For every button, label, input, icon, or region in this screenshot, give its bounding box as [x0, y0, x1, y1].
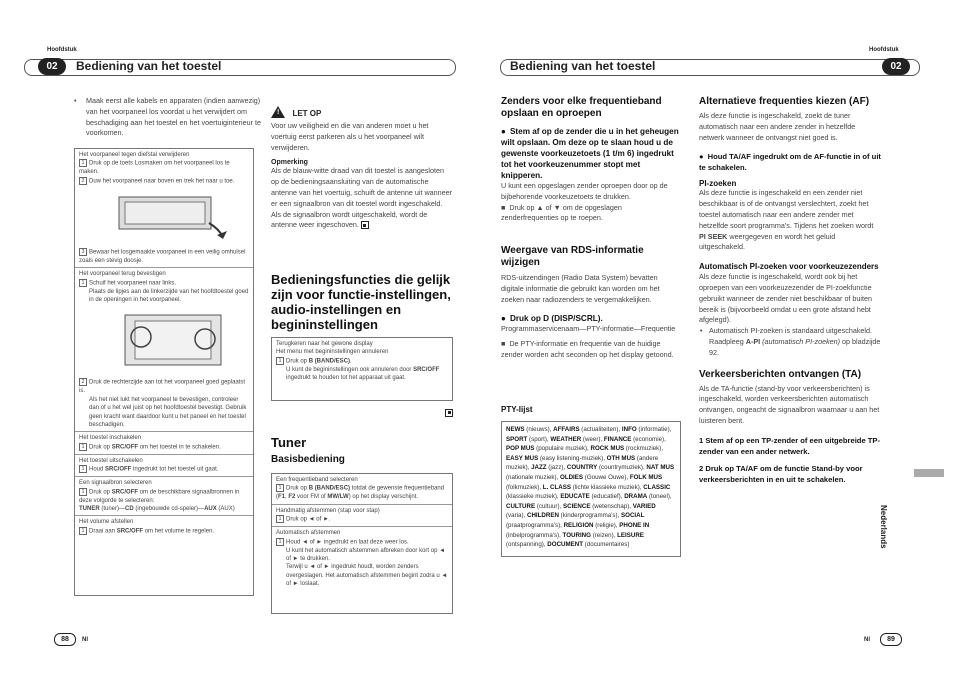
- language-code-left: Nl: [82, 637, 88, 643]
- caution-block: ! LET OP Voor uw veiligheid en die van anderen moet u het voertuig eerst parkeren als u het voorpaneel wilt verwijderen. Opmerking Als de blauw-witte draad van dit toestel is aangesloten op de bedieningsaansluiting van de automatische antenne van het voertuig, schuift de antenne uit wanneer er een signaalbron van dit toestel wordt ingeschakeld. Als de signaalbron wordt uitgeschakeld, wordt de antenne weer ingeschoven.: [271, 103, 453, 231]
- basic-operation-heading: Basisbediening: [271, 454, 345, 465]
- page-number-right: 89: [880, 633, 902, 646]
- chapter-badge-left: 02: [38, 58, 66, 75]
- page-title-left: Bediening van het toestel: [76, 59, 222, 73]
- pty-code: EASY MUS: [506, 454, 539, 462]
- pty-description: (rockmuziek),: [624, 445, 664, 453]
- pty-code: OTH MUS: [606, 454, 636, 462]
- language-code-right: Nl: [864, 637, 870, 643]
- pty-code: WEATHER: [550, 435, 582, 443]
- pty-code: EDUCATE: [560, 493, 590, 501]
- pty-description: (sport),: [527, 435, 551, 443]
- pty-code: CHILDREN: [526, 512, 559, 520]
- preset-section: Zenders voor elke frequentieband opslaan en oproepen ● Stem af op de zender die u in het geheugen wilt opslaan. Om deze op te slaan houd u de gewenste voorkeuzetoets (1 t/m 6) ingedrukt tot het voorkeuzenummer stopt met knipperen. U kunt een opgeslagen zender oproepen door op de bijbehorende voorkeuzetoets te drukken. ■ Druk op ▲ of ▼ om de opgeslagen zenderfrequenties op te roepen.: [501, 96, 679, 223]
- pty-code: TOURING: [562, 531, 591, 539]
- pty-description: (folkmuziek),: [506, 483, 543, 491]
- pty-code: FINANCE: [603, 435, 632, 443]
- pty-code: VARIED: [632, 502, 656, 510]
- auto-tuning-section: Automatisch afstemmen 1 Houd ◄ of ► ingedrukt en laat deze weer los. U kunt het automatisch afstemmen afbreken door kort op ◄ of ► te drukken. Terwijl u ◄ of ► ingedrukt houdt, worden zenders overgeslagen. Het automatisch afstemmen begint zodra u ◄ of ► loslaat.: [276, 530, 448, 588]
- pty-description: (weer),: [581, 435, 604, 443]
- pty-description: (documentaires): [583, 541, 630, 549]
- pty-code: NEWS: [506, 426, 525, 433]
- end-mark-icon: [445, 404, 453, 422]
- chapter-label-left: Hoofdstuk: [47, 47, 77, 53]
- pty-code: AFFAIRS: [553, 426, 580, 433]
- pty-code: L. CLASS: [542, 483, 571, 491]
- attach-panel-illustration: [79, 307, 249, 375]
- attach-panel-section: Het voorpaneel terug bevestigen 1 Schuif het voorpaneel naar links. Plaats de lipjes aan de linkerzijde van het hoofdtoestel goed in de openingen in het voorpaneel. 2 Druk de rechterzijde aan tot het voorpaneel goed geplaatst is. Als het niet lukt het voorpaneel te bevestigen, controleer dan of u het wel juist op het hoofdtoestel bevestigt. Gebruik geen kracht want daardoor kunt u het paneel en het toestel beschadigen.: [75, 268, 253, 432]
- pty-description: (praatprogramma's),: [506, 521, 564, 529]
- common-functions-heading: Bedieningsfuncties die gelijk zijn voor functie-instellingen, audio-instellingen en begininstellingen: [271, 272, 451, 332]
- pty-list-box: [501, 421, 681, 557]
- pty-description: (cultuur),: [535, 502, 563, 510]
- power-off-section: Het toestel uitschakelen 1 Houd SRC/OFF ingedrukt tot het toestel uit gaat.: [75, 455, 253, 477]
- pty-code: CLASSIC: [643, 483, 671, 491]
- remove-panel-section: Het voorpaneel tegen diefstal verwijderen 1 Druk op de toets Losmaken om het voorpaneel los te maken. 2 Duw het voorpaneel naar boven en trek het naar u toe. 3 Bewaar het losgemaakte voorpaneel in een veilig omhulsel zoals een stevig doosje.: [75, 149, 253, 268]
- pty-code: NAT MUS: [646, 464, 675, 472]
- pty-code: SPORT: [506, 435, 528, 443]
- pty-code: JAZZ: [531, 464, 547, 472]
- pty-code: SOCIAL: [621, 512, 645, 520]
- pty-description: (andere muziek),: [506, 454, 659, 472]
- source-select-section: Een signaalbron selecteren 1 Druk op SRC/OFF om de beschikbare signaalbronnen in deze volgorde te selecteren: TUNER (tuner)—CD (ingebouwde cd-speler)—AUX (AUX): [75, 477, 253, 516]
- rds-section: Weergave van RDS-informatie wijzigen RDS-uitzendingen (Radio Data System) bevatten digitale informatie die gebruikt kan worden om het zoeken naar radiozenders te vergemakkelijken. ● Druk op D (DISP/SCRL). Programmaservicenaam—PTY-informatie—Frequentie ■ De PTY-informatie en frequentie van de huidige zender worden acht seconden op het display getoond.: [501, 245, 676, 359]
- pty-code: RELIGION: [563, 521, 594, 529]
- pty-code: DOCUMENT: [547, 541, 584, 549]
- manual-tuning-section: Handmatig afstemmen (stap voor stap) 1 Druk op ◄ of ►.: [272, 505, 452, 527]
- pty-code: LEISURE: [617, 531, 644, 539]
- remove-panel-illustration: [79, 189, 249, 245]
- chapter-label-right: Hoofdstuk: [869, 47, 899, 53]
- pty-description: (Gouwe Ouwe),: [583, 473, 630, 481]
- pty-code: SCIENCE: [562, 502, 591, 510]
- pty-description: (jazz),: [546, 464, 567, 472]
- af-section: Alternatieve frequenties kiezen (AF) Als deze functie is ingeschakeld, zoekt de tuner automatisch naar een andere zender in hetzelfde netwerk wanneer de ontvangst niet goed is. ● Houd TA/AF ingedrukt om de AF-functie in of uit te schakelen. PI-zoeken Als deze functie is ingeschakeld en een zender niet beschikbaar is of de ontvangst verslechtert, zoekt het toestel automatisch naar een andere zender met hetzelfde soort programma's. Tijdens het zoeken wordt PI SEEK weergegeven en wordt het geluid uitgeschakeld. Automatisch PI-zoeken voor voorkeuzezenders Als deze functie is ingeschakeld, wordt ook bij het oproepen van een voorkeuzezender de PI-zoekfunctie gebruikt wanneer de zender niet beschikbaar of buiten bereik is (bijvoorbeeld omdat u een grote afstand hebt afgelegd). • Automatisch PI-zoeken is standaard uitgeschakeld. Raadpleeg A-PI (automatisch PI-zoeken) op bladzijde 92. Verkeersberichten ontvangen (TA) Als de TA-functie (stand-by voor verkeersberichten) is ingeschakeld, worden verkeersberichten automatisch ontvangen, ongeacht de signaalbron waarnaar u aan het luisteren bent. 1 Stem af op een TP-zender of een uitgebreide TP-zender van een ander netwerk. 2 Druk op TA/AF om de functie Stand-by voor verkeersberichten in en uit te schakelen.: [699, 96, 881, 484]
- front-panel-box: [74, 148, 254, 596]
- pty-description: (varia),: [506, 512, 527, 520]
- pty-code: COUNTRY: [566, 464, 598, 472]
- pty-description: (toneel),: [647, 493, 672, 501]
- pty-code: PHONE IN: [619, 521, 650, 529]
- end-mark-icon: [361, 221, 369, 229]
- tuner-box: [271, 473, 453, 614]
- page-number-left: 88: [54, 633, 76, 646]
- volume-section: Het volume afstellen 1 Draai aan SRC/OFF om het volume te regelen.: [79, 519, 215, 535]
- pty-code: CULTURE: [506, 502, 536, 510]
- pty-description: (economie),: [631, 435, 666, 443]
- language-tab-label: Nederlands: [879, 505, 888, 549]
- pty-description: (reizen),: [590, 531, 618, 539]
- language-side-tab: [914, 469, 944, 477]
- pty-description: (nationale muziek),: [506, 473, 560, 481]
- pty-description: (inbelprogramma's),: [506, 531, 563, 539]
- pty-description: (klassieke muziek),: [506, 493, 561, 501]
- pty-description: (wetenschap),: [590, 502, 633, 510]
- pty-description: (countrymuziek),: [597, 464, 647, 472]
- pty-description: (populaire muziek),: [534, 445, 591, 453]
- pty-description: (ontspanning),: [506, 541, 548, 549]
- pty-description: (educatief),: [589, 493, 625, 501]
- pty-description: (kinderprogramma's),: [558, 512, 621, 520]
- pty-description: (lichte klassieke muziek),: [571, 483, 644, 491]
- pty-code: ROCK MUS: [590, 445, 625, 453]
- pty-description: (religie),: [593, 521, 620, 529]
- pty-list: [502, 422, 680, 553]
- pty-description: (informatie),: [636, 426, 672, 433]
- intro-bullet: • Maak eerst alle kabels en apparaten (indien aanwezig) van het voorpaneel los voordat u het verwijdert om beschadiging aan het toestel en het voertuiginterieur te voorkomen.: [74, 96, 262, 138]
- pty-code: DRAMA: [624, 493, 648, 501]
- tuner-heading: Tuner: [271, 435, 307, 450]
- page-title-right: Bediening van het toestel: [510, 59, 656, 73]
- pty-section: PTY-lijst: [501, 405, 533, 414]
- pty-code: POP MUS: [506, 445, 535, 453]
- pty-description: (actualiteiten),: [579, 426, 622, 433]
- power-on-section: Het toestel inschakelen 1 Druk op SRC/OFF om het toestel in te schakelen.: [75, 432, 253, 454]
- chapter-badge-right: 02: [882, 58, 910, 75]
- pty-description: (easy listening-muziek),: [538, 454, 607, 462]
- return-display-box: Terugkeren naar het gewone display Het menu met begininstellingen annuleren 1 Druk op B (BAND/ESC). U kunt de begininstellingen ook annuleren door SRC/OFF ingedrukt te houden tot het apparaat uit gaat.: [271, 337, 453, 401]
- pty-code: INFO: [621, 426, 637, 433]
- pty-code: FOLK MUS: [629, 473, 663, 481]
- warning-icon: !: [271, 106, 285, 118]
- pty-description: (nieuws),: [524, 426, 554, 433]
- pty-code: OLDIES: [560, 473, 584, 481]
- band-select-section: Een frequentieband selecteren 1 Druk op B (BAND/ESC) totdat de gewenste frequentieband (F1, F2 voor FM of MW/LW) op het display verschijnt.: [272, 474, 452, 505]
